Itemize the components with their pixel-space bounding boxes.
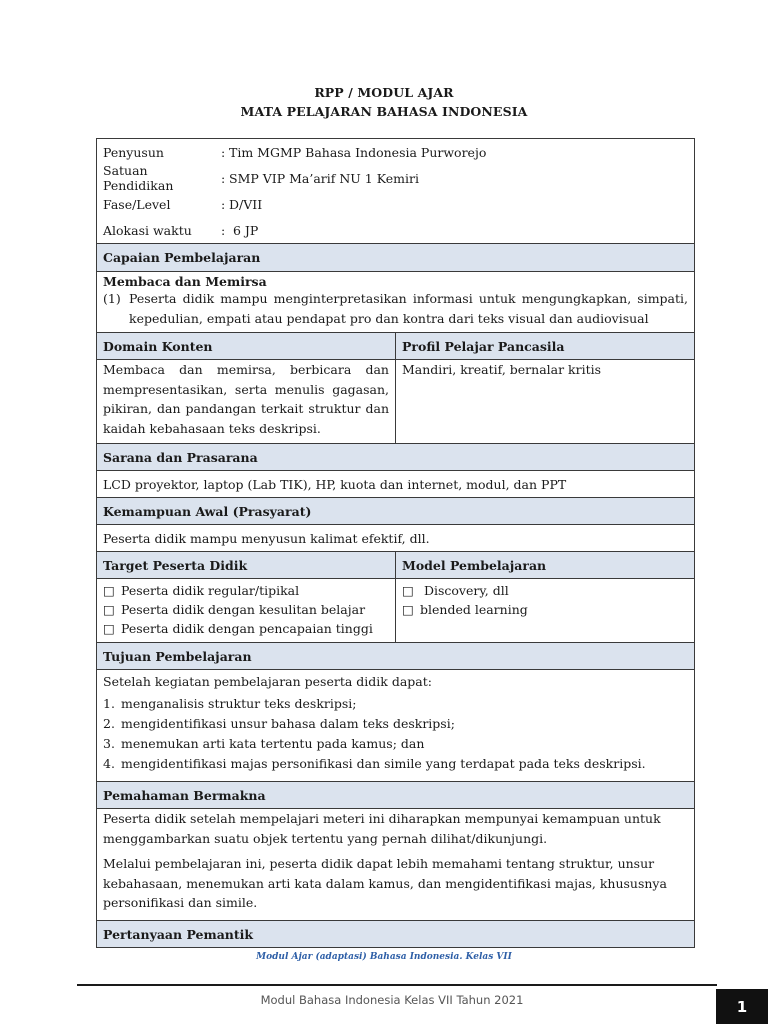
checkbox-icon: □ bbox=[402, 602, 414, 617]
kemampuan-text: Peserta didik mampu menyusun kalimat efektif, dll. bbox=[97, 525, 695, 552]
identity-value: D/VII bbox=[229, 196, 263, 212]
identity-colon: : bbox=[221, 170, 226, 186]
item-number: (1) bbox=[103, 291, 121, 306]
item-number: 4. bbox=[103, 756, 115, 771]
list-item bbox=[103, 734, 688, 754]
identity-line bbox=[103, 191, 688, 217]
checkbox-label: Peserta didik dengan pencapaian tinggi bbox=[121, 621, 373, 636]
checkbox-label: Peserta didik regular/tipikal bbox=[121, 583, 300, 598]
item-text: menemukan arti kata tertentu pada kamus; dan bbox=[121, 736, 425, 751]
document-title: RPP / MODUL AJAR bbox=[314, 85, 454, 100]
footer-caption: Modul Ajar (adaptasi) Bahasa Indonesia. Kelas VII bbox=[256, 952, 512, 962]
target-row bbox=[97, 579, 695, 643]
section-header: Pemahaman Bermakna bbox=[97, 782, 695, 809]
item-number: 2. bbox=[103, 716, 115, 731]
section-header: Pertanyaan Pemantik bbox=[97, 921, 695, 948]
item-text: mengidentifikasi unsur bahasa dalam teks deskripsi; bbox=[121, 716, 455, 731]
target-header: Target Peserta Didik bbox=[97, 552, 396, 579]
target-header-row bbox=[97, 552, 695, 579]
profil-text: Mandiri, kreatif, bernalar kritis bbox=[396, 360, 695, 444]
section-header: Capaian Pembelajaran bbox=[97, 244, 695, 272]
checkbox-item bbox=[402, 600, 688, 619]
item-text: menganalisis struktur teks deskripsi; bbox=[121, 696, 357, 711]
identity-line bbox=[103, 217, 688, 243]
tujuan-intro: Setelah kegiatan pembelajaran peserta didik dapat: bbox=[103, 674, 432, 689]
domain-row bbox=[97, 360, 695, 444]
identity-line bbox=[103, 165, 688, 191]
item-number: 1. bbox=[103, 696, 115, 711]
pemahaman-header-row bbox=[97, 782, 695, 809]
capaian-item bbox=[103, 289, 688, 329]
identity-value: Tim MGMP Bahasa Indonesia Purworejo bbox=[229, 144, 487, 160]
identity-colon: : bbox=[221, 222, 226, 238]
checkbox-item bbox=[402, 581, 688, 600]
identity-label: Penyusun bbox=[103, 144, 164, 160]
domain-text: Membaca dan memirsa, berbicara dan mempresentasikan, serta menulis gagasan, pikiran, dan pandangan terkait struktur dan kaidah kebahasaan teks deskripsi. bbox=[97, 360, 396, 444]
checkbox-icon: □ bbox=[103, 621, 115, 636]
pemahaman-paragraph: Peserta didik setelah mempelajari meteri ini diharapkan mempunyai kemampuan untuk menggambarkan suatu objek tertentu yang pernah dilihat/dikunjungi. bbox=[103, 811, 661, 846]
tujuan-header-row bbox=[97, 643, 695, 670]
identity-value: 6 JP bbox=[229, 222, 259, 238]
kemampuan-header-row bbox=[97, 498, 695, 525]
list-item bbox=[103, 714, 688, 734]
footer-text: Modul Bahasa Indonesia Kelas VII Tahun 2021 bbox=[260, 993, 524, 1007]
list-item bbox=[103, 694, 688, 714]
item-number: 3. bbox=[103, 736, 115, 751]
profil-header: Profil Pelajar Pancasila bbox=[396, 333, 695, 360]
kemampuan-row bbox=[97, 525, 695, 552]
checkbox-item bbox=[103, 581, 389, 600]
identity-line bbox=[103, 139, 688, 165]
section-header: Sarana dan Prasarana bbox=[97, 444, 695, 471]
domain-header: Domain Konten bbox=[97, 333, 396, 360]
capaian-subheading: Membaca dan Memirsa bbox=[103, 274, 267, 289]
identity-colon: : bbox=[221, 144, 226, 160]
sarana-header-row bbox=[97, 444, 695, 471]
section-header: Tujuan Pembelajaran bbox=[97, 643, 695, 670]
pertanyaan-header-row bbox=[97, 921, 695, 948]
checkbox-item bbox=[103, 600, 389, 619]
rpp-table bbox=[96, 138, 695, 948]
domain-header-row bbox=[97, 333, 695, 360]
checkbox-label: Peserta didik dengan kesulitan belajar bbox=[121, 602, 366, 617]
checkbox-icon: □ bbox=[103, 602, 115, 617]
capaian-header-row bbox=[97, 244, 695, 272]
sarana-text: LCD proyektor, laptop (Lab TIK), HP, kuota dan internet, modul, dan PPT bbox=[97, 471, 695, 498]
pemahaman-row bbox=[97, 809, 695, 921]
checkbox-item bbox=[103, 619, 389, 638]
item-text: mengidentifikasi majas personifikasi dan simile yang terdapat pada teks deskripsi. bbox=[121, 756, 646, 771]
checkbox-label: blended learning bbox=[420, 602, 528, 617]
checkbox-label: Discovery, dll bbox=[420, 583, 509, 598]
identity-label: Alokasi waktu bbox=[103, 222, 192, 238]
item-text: Peserta didik mampu menginterpretasikan informasi untuk mengungkapkan, simpati, kepedulian, empati atau pendapat pro dan kontra dari teks visual dan audiovisual bbox=[129, 291, 689, 326]
sarana-row bbox=[97, 471, 695, 498]
footer-divider bbox=[77, 984, 717, 986]
page-number-badge: 1 bbox=[716, 989, 768, 1024]
pemahaman-paragraph: Melalui pembelajaran ini, peserta didik dapat lebih memahami tentang struktur, unsur kebahasaan, menemukan arti kata dalam kamus, dan mengidentifikasi majas, khususnya personifikasi dan simile. bbox=[103, 856, 667, 910]
checkbox-icon: □ bbox=[103, 583, 115, 598]
document-subtitle: MATA PELAJARAN BAHASA INDONESIA bbox=[240, 104, 528, 119]
model-header: Model Pembelajaran bbox=[396, 552, 695, 579]
section-header: Kemampuan Awal (Prasyarat) bbox=[97, 498, 695, 525]
identity-colon: : bbox=[221, 196, 226, 212]
tujuan-row bbox=[97, 670, 695, 782]
identity-value: SMP VIP Ma’arif NU 1 Kemiri bbox=[229, 170, 419, 186]
checkbox-icon: □ bbox=[402, 583, 414, 598]
capaian-row bbox=[97, 272, 695, 333]
identity-row bbox=[97, 139, 695, 244]
list-item bbox=[103, 754, 688, 774]
identity-label: Satuan Pendidikan bbox=[103, 163, 174, 193]
identity-label: Fase/Level bbox=[103, 196, 171, 212]
